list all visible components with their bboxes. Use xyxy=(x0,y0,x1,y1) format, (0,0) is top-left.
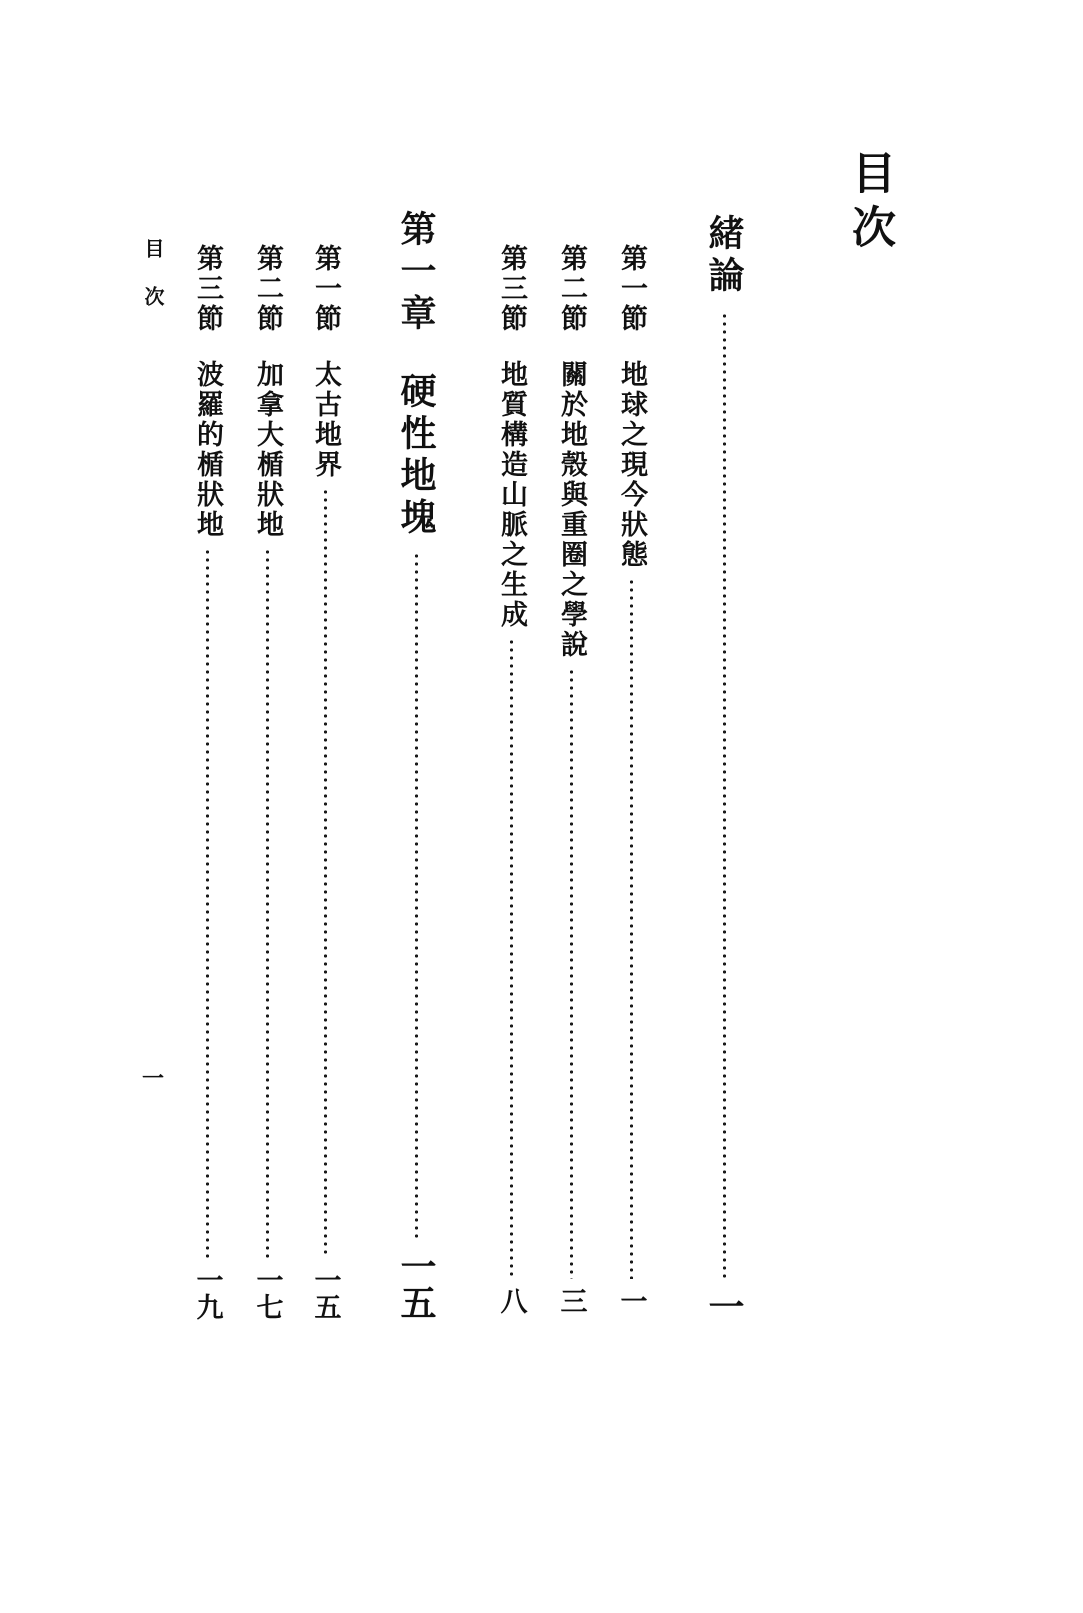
dot-leader xyxy=(723,312,726,1278)
page-number: 一五 xyxy=(395,1248,437,1320)
dot-leader xyxy=(570,668,573,1279)
section-label: 第一節 xyxy=(616,244,647,334)
toc-entry-section[interactable] xyxy=(492,244,530,1314)
toc-entry-section[interactable] xyxy=(188,244,226,1320)
entry-title: 緒論 xyxy=(703,214,745,298)
chapter-label: 第一章 xyxy=(395,210,437,336)
page-number: 一 xyxy=(615,1287,647,1314)
page-number: 三 xyxy=(555,1287,587,1314)
dot-leader xyxy=(266,548,269,1258)
page-title: 目次 xyxy=(844,150,895,258)
page-number: 一七 xyxy=(251,1266,283,1320)
section-title: 地質構造山脈之生成 xyxy=(496,360,527,630)
dot-leader xyxy=(206,548,209,1258)
section-title: 太古地界 xyxy=(310,360,341,480)
toc-entry-section[interactable] xyxy=(306,244,344,1320)
folio-page-number: 一 xyxy=(141,1066,164,1092)
dot-leader xyxy=(415,552,418,1238)
dot-leader xyxy=(510,638,513,1279)
running-head: 目次 xyxy=(141,238,165,334)
page-number: 一 xyxy=(703,1288,745,1324)
toc-entry-section[interactable] xyxy=(552,244,590,1314)
section-label: 第二節 xyxy=(252,244,283,334)
section-title: 地球之現今狀態 xyxy=(616,360,647,570)
chapter-title: 硬性地塊 xyxy=(395,372,437,540)
section-label: 第三節 xyxy=(192,244,223,334)
page-number: 一九 xyxy=(191,1266,223,1320)
toc-entry-intro[interactable] xyxy=(702,214,746,1324)
section-label: 第三節 xyxy=(496,244,527,334)
toc-entry-chapter[interactable] xyxy=(392,210,440,1320)
toc-entry-section[interactable] xyxy=(612,244,650,1314)
toc-entry-section[interactable] xyxy=(248,244,286,1320)
section-title: 波羅的楯狀地 xyxy=(192,360,223,540)
section-title: 加拿大楯狀地 xyxy=(252,360,283,540)
page-number: 八 xyxy=(495,1287,527,1314)
dot-leader xyxy=(630,578,633,1279)
section-label: 第一節 xyxy=(310,244,341,334)
section-label: 第二節 xyxy=(556,244,587,334)
page-number: 一五 xyxy=(309,1266,341,1320)
section-title: 關於地殼與重圈之學說 xyxy=(556,360,587,660)
dot-leader xyxy=(324,488,327,1258)
